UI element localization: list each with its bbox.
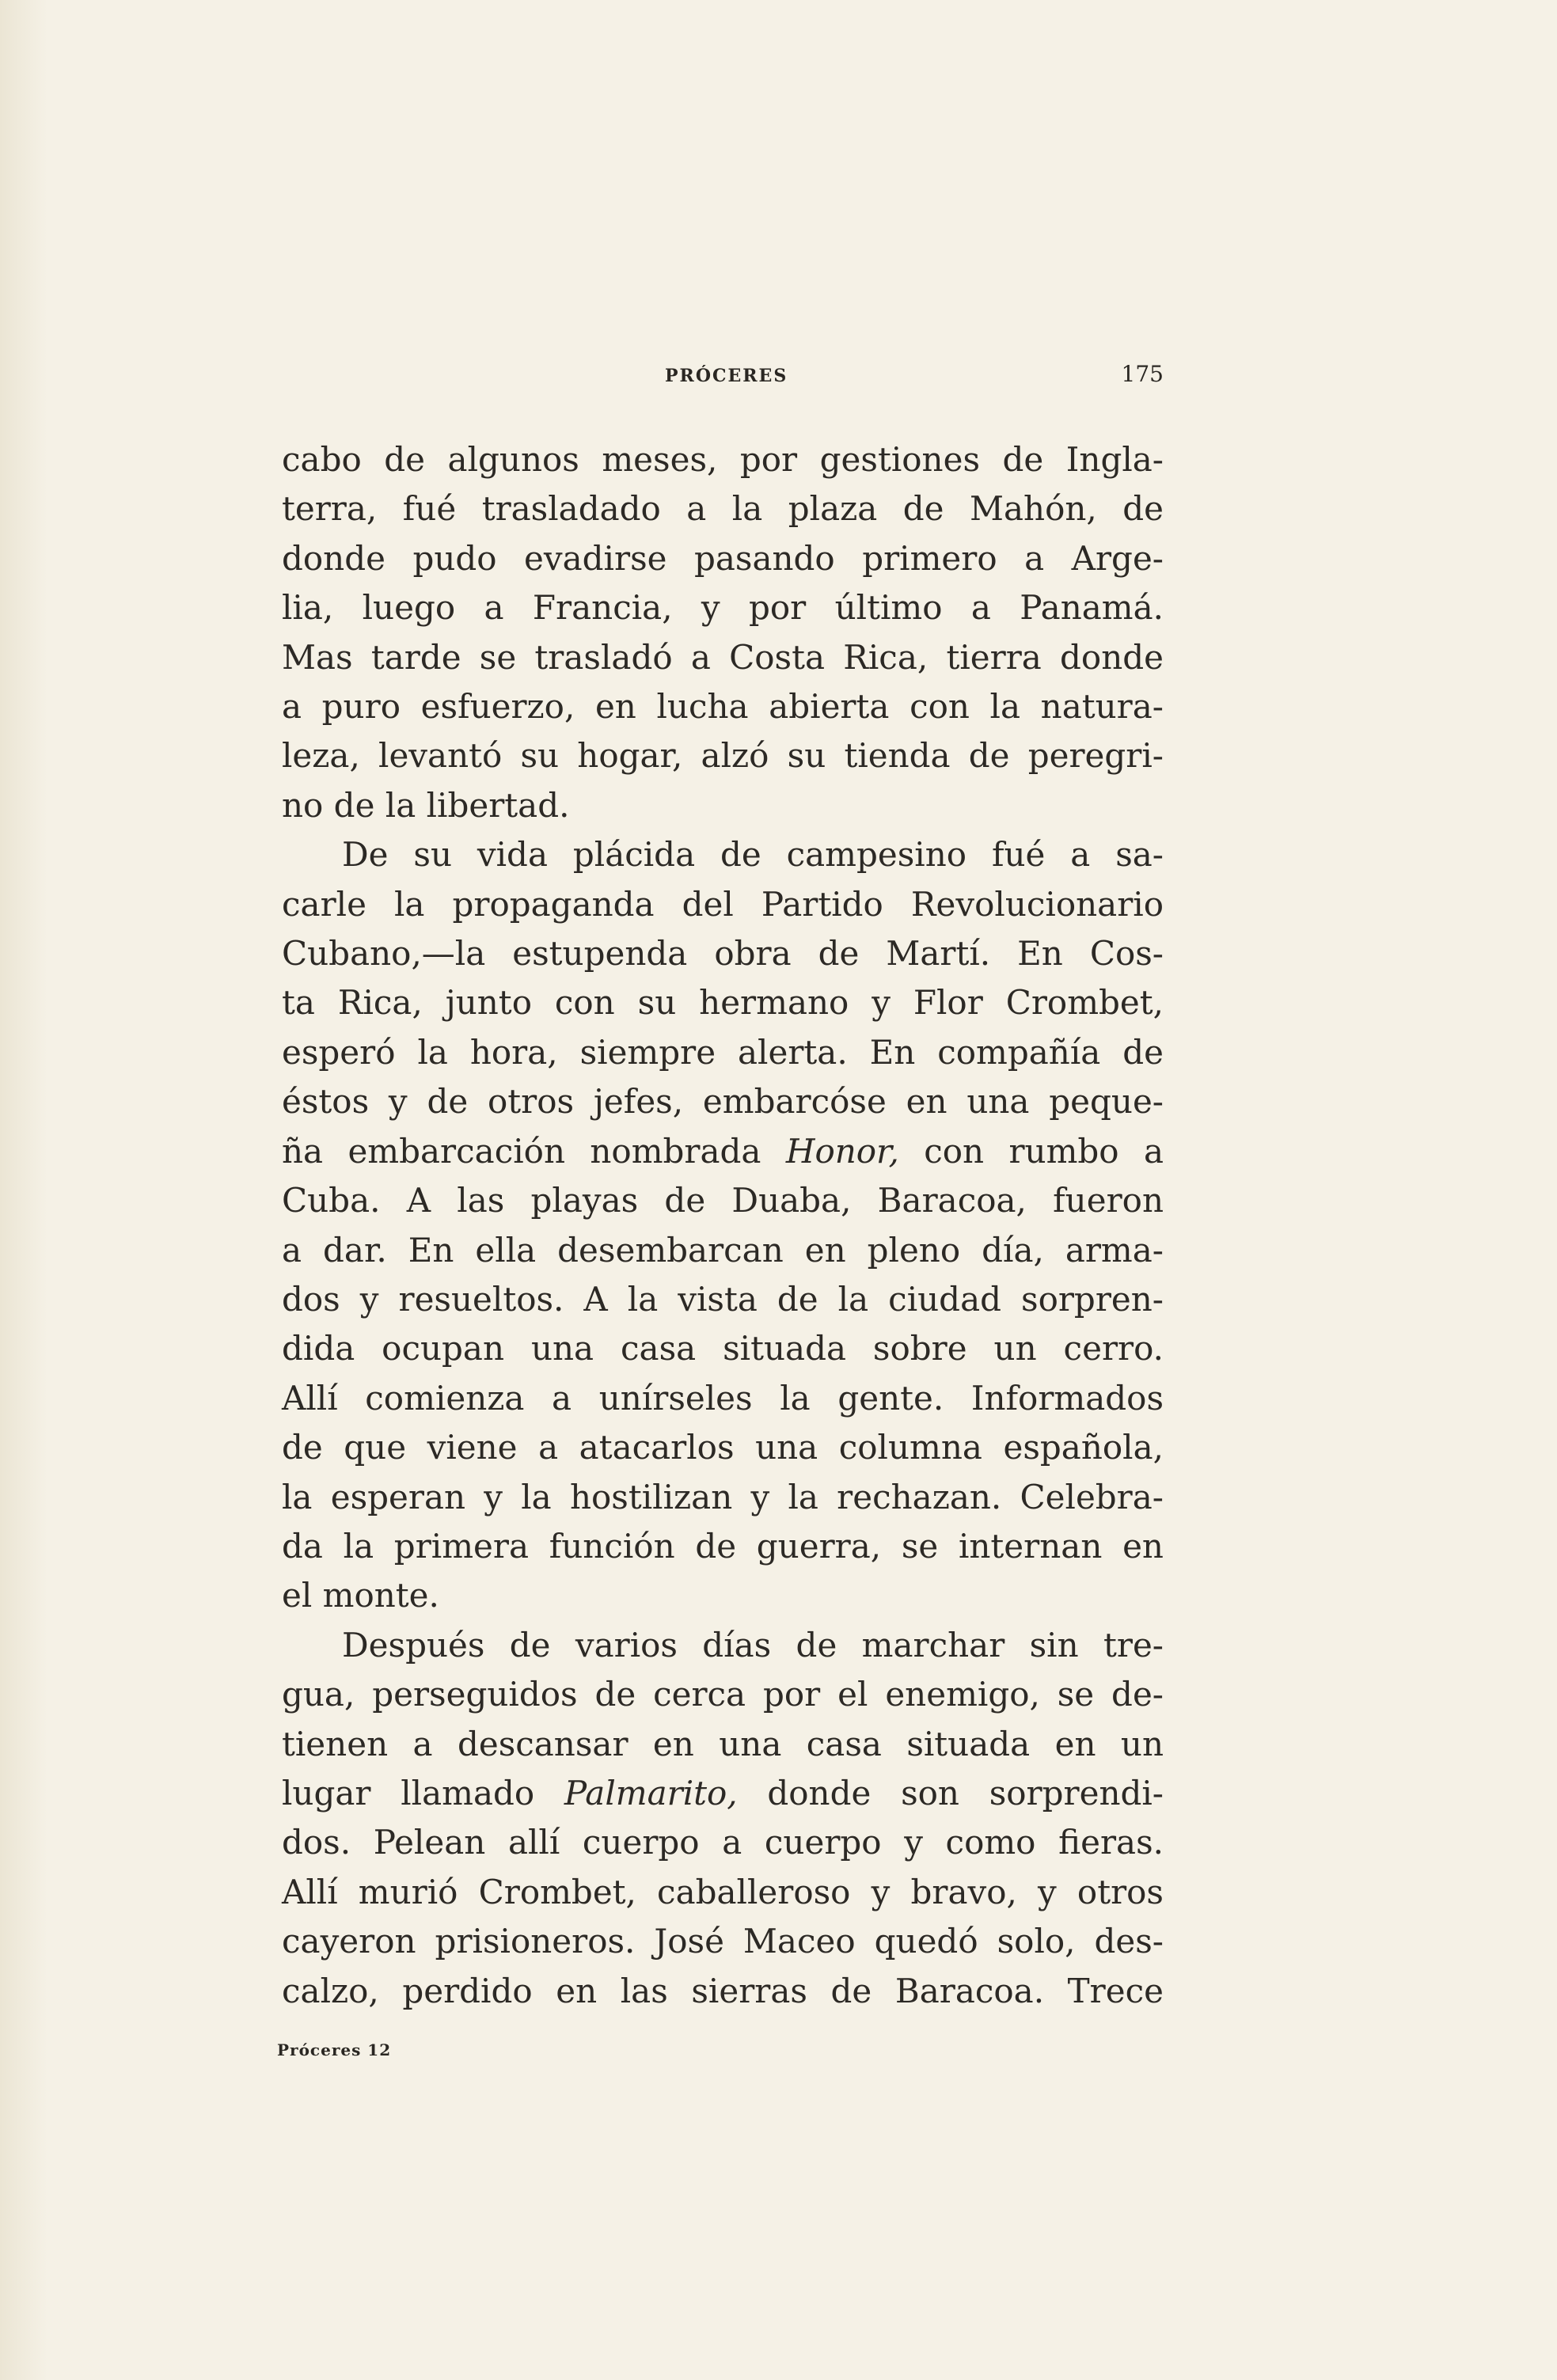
text-line: ta Rica, junto con su hermano y Flor Crombet, <box>282 983 1164 1023</box>
text-line: a puro esfuerzo, en lucha abierta con la natura- <box>282 687 1164 727</box>
text-line: dos. Pelean allí cuerpo a cuerpo y como fieras. <box>282 1823 1164 1862</box>
text-line: Mas tarde se trasladó a Costa Rica, tierra donde <box>282 637 1164 677</box>
text-line: Cubano,—la estupenda obra de Martí. En Cos- <box>282 934 1164 974</box>
paragraph-1 <box>282 435 1164 830</box>
ship-suffix: con rumbo a <box>898 1131 1164 1171</box>
place-name: Palmarito, <box>564 1773 738 1813</box>
body-text <box>282 435 1164 2016</box>
text-line: lia, luego a Francia, y por último a Panamá. <box>282 588 1164 628</box>
text-line: leza, levantó su hogar, alzó su tienda de peregri- <box>282 736 1164 776</box>
ship-name: Honor, <box>785 1131 899 1171</box>
text-line: éstos y de otros jefes, embarcóse en una peque- <box>282 1082 1164 1122</box>
text-line: cabo de algunos meses, por gestiones de Ingla- <box>282 440 1164 479</box>
text-line: el monte. <box>282 1576 439 1615</box>
text-line: gua, perseguidos de cerca por el enemigo, se de- <box>282 1675 1164 1714</box>
text-line: dos y resueltos. A la vista de la ciudad sorpren- <box>282 1279 1164 1319</box>
paragraph-3 <box>282 1621 1164 2016</box>
text-line: carle la propaganda del Partido Revolucionario <box>282 884 1164 924</box>
place-prefix: lugar llamado <box>282 1773 564 1813</box>
text-line: donde pudo evadirse pasando primero a Arge- <box>282 538 1164 578</box>
text-line: calzo, perdido en las sierras de Baracoa. Trece <box>282 1971 1164 2010</box>
signature-mark: Próceres 12 <box>277 2040 392 2059</box>
text-line: tienen a descansar en una casa situada en un <box>282 1724 1164 1763</box>
place-suffix: donde son sorprendi- <box>737 1773 1164 1813</box>
text-line-place <box>282 1769 1164 1818</box>
text-line: la esperan y la hostilizan y la rechazan. Celebra- <box>282 1477 1164 1516</box>
ship-prefix: ña embarcación nombrada <box>282 1131 786 1171</box>
text-line: Cuba. A las playas de Duaba, Baracoa, fueron <box>282 1181 1164 1220</box>
text-line: esperó la hora, siempre alerta. En compañía de <box>282 1032 1164 1072</box>
text-line: de que viene a atacarlos una columna española, <box>282 1428 1164 1467</box>
text-line: no de la libertad. <box>282 785 570 825</box>
paragraph-2 <box>282 830 1164 1621</box>
text-line-ship <box>282 1127 1164 1176</box>
text-line: Allí murió Crombet, caballeroso y bravo, y otros <box>282 1872 1164 1911</box>
text-line: cayeron prisioneros. José Maceo quedó solo, des- <box>282 1922 1164 1961</box>
text-line: dida ocupan una casa situada sobre un cerro. <box>282 1329 1164 1368</box>
text-line: a dar. En ella desembarcan en pleno día, arma- <box>282 1230 1164 1270</box>
page-edge-shadow <box>0 0 47 2380</box>
text-line: da la primera función de guerra, se internan en <box>282 1526 1164 1566</box>
page-number: 175 <box>1121 361 1164 387</box>
text-line: Allí comienza a unírseles la gente. Informados <box>282 1378 1164 1418</box>
text-line: terra, fué trasladado a la plaza de Mahón, de <box>282 489 1164 529</box>
running-title: PRÓCERES <box>665 366 788 386</box>
text-line: De su vida plácida de campesino fué a sa- <box>342 835 1164 875</box>
text-line: Después de varios días de marchar sin tre- <box>342 1625 1164 1664</box>
running-head <box>277 359 1164 391</box>
